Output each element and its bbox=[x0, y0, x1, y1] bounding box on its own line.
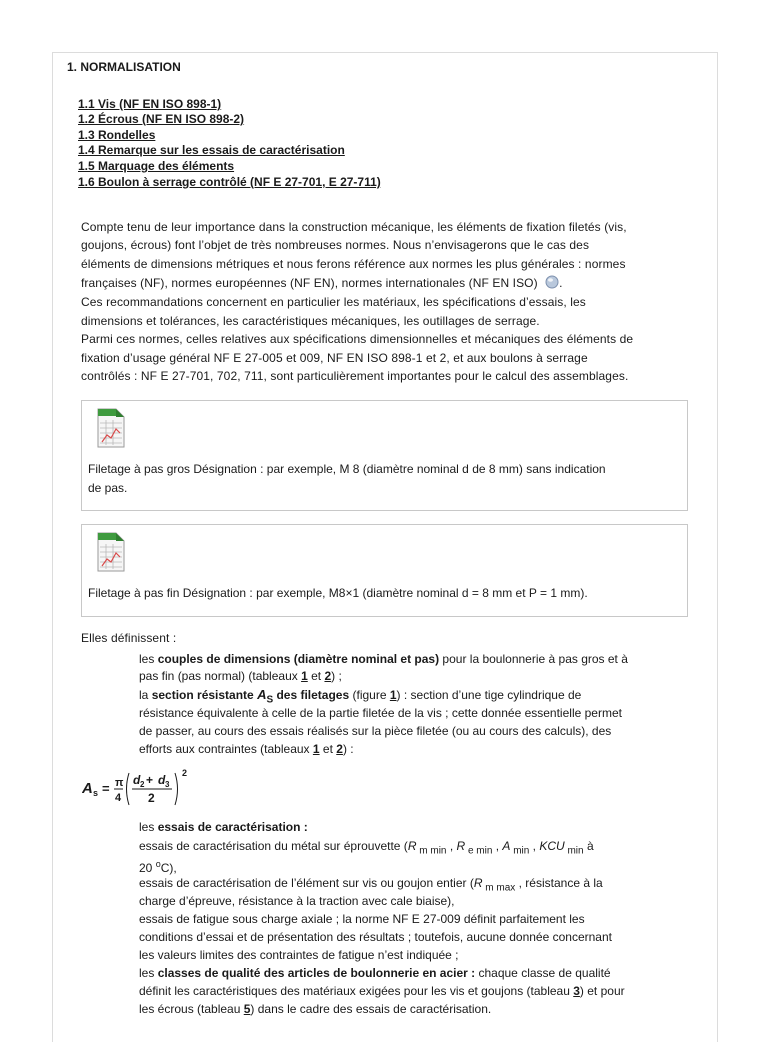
spreadsheet-icon[interactable] bbox=[94, 531, 126, 573]
intro-line: goujons, écrous) font l’objet de très nombreuses normes. Nous n’envisagerons que le cas des bbox=[81, 238, 590, 252]
toc-link-marquage[interactable]: 1.5 Marquage des éléments bbox=[78, 159, 235, 173]
list-item-section-l2: résistance équivalente à celle de la partie filetée de la vis ; cette donnée essentielle permet bbox=[139, 706, 622, 720]
table-box-pas-gros bbox=[81, 400, 688, 511]
toc-link-ecrous[interactable]: 1.2 Écrous (NF EN ISO 898-2) bbox=[78, 112, 245, 126]
box-caption-line: Filetage à pas gros Désignation : par exemple, M 8 (diamètre nominal d de 8 mm) sans indication bbox=[88, 462, 606, 476]
intro-line: éléments de dimensions métriques et nous ferons référence aux normes les plus générales : normes bbox=[81, 257, 626, 271]
section-formula bbox=[82, 767, 212, 811]
intro-line: fixation d’usage général NF E 27-005 et 009, NF EN ISO 898-1 et 2, et aux boulons à serrage bbox=[81, 351, 588, 365]
essais-line-3: essais de fatigue sous charge axiale ; la norme NF E 27-009 définit parfaitement les bbox=[139, 912, 585, 926]
formula-pi: π bbox=[115, 777, 124, 789]
list-item-section-l4: efforts aux contraintes (tableaux 1 et 2) : bbox=[139, 742, 354, 756]
essais-line-2b: charge d’épreuve, résistance à la traction avec cale biaise), bbox=[139, 894, 455, 908]
box-caption-line: Filetage à pas fin Désignation : par exemple, M8×1 (diamètre nominal d = 8 mm et P = 1 mm). bbox=[88, 586, 588, 600]
list-item-essais: les essais de caractérisation : bbox=[139, 820, 308, 834]
formula-four: 4 bbox=[115, 792, 122, 804]
formula-d2: d bbox=[133, 773, 141, 787]
essais-line-2: essais de caractérisation de l’élément sur vis ou goujon entier (R $_{m max}$ , résistance à la bbox=[139, 876, 603, 894]
elles-definissent: Elles définissent : bbox=[81, 631, 177, 645]
toc-link-vis[interactable]: 1.1 Vis (NF EN ISO 898-1) bbox=[78, 97, 222, 111]
essais-line-1: essais de caractérisation du métal sur éprouvette (R $_{m min}$ , R $_{e min}$ , A $_{min}$ , KCU $_{min}$ à bbox=[139, 839, 594, 857]
intro-line: dimensions et tolérances, les caractéristiques mécaniques, les outillages de serrage. bbox=[81, 314, 540, 328]
toc-link-boulon[interactable]: 1.6 Boulon à serrage contrôlé (NF E 27-701, E 27-711) bbox=[78, 175, 381, 189]
formula-den: 2 bbox=[148, 791, 155, 805]
essais-line-3b: conditions d’essai et de présentation des résultats ; toutefois, aucune donnée concernant bbox=[139, 930, 612, 944]
spreadsheet-icon[interactable] bbox=[94, 407, 126, 449]
intro-line: Parmi ces normes, celles relatives aux spécifications dimensionnelles et mécaniques des éléments de bbox=[81, 332, 634, 346]
table-box-pas-fin bbox=[81, 524, 688, 617]
essais-line-1b: 20 $^o$C), bbox=[139, 859, 177, 875]
table-1-link[interactable]: 1 bbox=[312, 742, 320, 756]
table-3-link[interactable]: 3 bbox=[573, 984, 580, 998]
toc-link-remarque[interactable]: 1.4 Remarque sur les essais de caractérisation bbox=[78, 143, 345, 157]
list-item-classes-l3: les écrous (tableau 5) dans le cadre des essais de caractérisation. bbox=[139, 1002, 492, 1016]
formula-d2-sub: 2 bbox=[140, 780, 145, 789]
formula-d3: d bbox=[158, 773, 166, 787]
table-2-link[interactable]: 2 bbox=[336, 742, 343, 756]
intro-line: françaises (NF), normes européennes (NF EN), normes internationales (NF EN ISO) . bbox=[81, 276, 563, 290]
figure-1-link[interactable]: 1 bbox=[389, 688, 397, 702]
formula-plus: + bbox=[146, 773, 154, 787]
formula-lhs: A bbox=[82, 780, 93, 797]
section-title: 1. NORMALISATION bbox=[67, 60, 181, 74]
intro-line: Ces recommandations concernent en particulier les matériaux, les spécifications d’essais, les bbox=[81, 295, 586, 309]
formula-exp: 2 bbox=[182, 768, 188, 778]
list-item-classes-l2: définit les caractéristiques des matériaux exigées pour les vis et goujons (tableau 3) et pour bbox=[139, 984, 625, 998]
table-1-link[interactable]: 1 bbox=[301, 669, 308, 683]
essais-line-3c: les valeurs limites des contraintes de fatigue n’est indiquée ; bbox=[139, 948, 459, 962]
toc-link-rondelles[interactable]: 1.3 Rondelles bbox=[78, 128, 156, 142]
formula-eq: = bbox=[102, 781, 110, 796]
intro-line: contrôlés : NF E 27-701, 702, 711, sont particulièrement importantes pour le calcul des assemblages. bbox=[81, 369, 629, 383]
list-item-couples-l2: pas fin (pas normal) (tableaux 1 et 2) ; bbox=[139, 669, 342, 683]
formula-d3-sub: 3 bbox=[165, 780, 170, 789]
info-sphere-icon[interactable] bbox=[545, 275, 559, 289]
table-2-link[interactable]: 2 bbox=[324, 669, 332, 683]
box-caption-line: de pas. bbox=[88, 481, 128, 495]
list-item-section: la section résistante $A_S$ des filetages (figure 1) : section d’une tige cylindrique de bbox=[139, 687, 582, 706]
list-item-section-l3: de passer, au cours des essais réalisés sur la pièce filetée (ou au cours des calculs), des bbox=[139, 724, 612, 738]
formula-lhs-sub: s bbox=[93, 788, 99, 798]
list-item-couples: les couples de dimensions (diamètre nominal et pas) pour la boulonnerie à pas gros et à bbox=[139, 652, 628, 666]
intro-line: Compte tenu de leur importance dans la construction mécanique, les éléments de fixation filetés (vis, bbox=[81, 220, 627, 234]
table-5-link[interactable]: 5 bbox=[243, 1002, 251, 1016]
list-item-classes: les classes de qualité des articles de boulonnerie en acier : chaque classe de qualité bbox=[139, 966, 611, 980]
